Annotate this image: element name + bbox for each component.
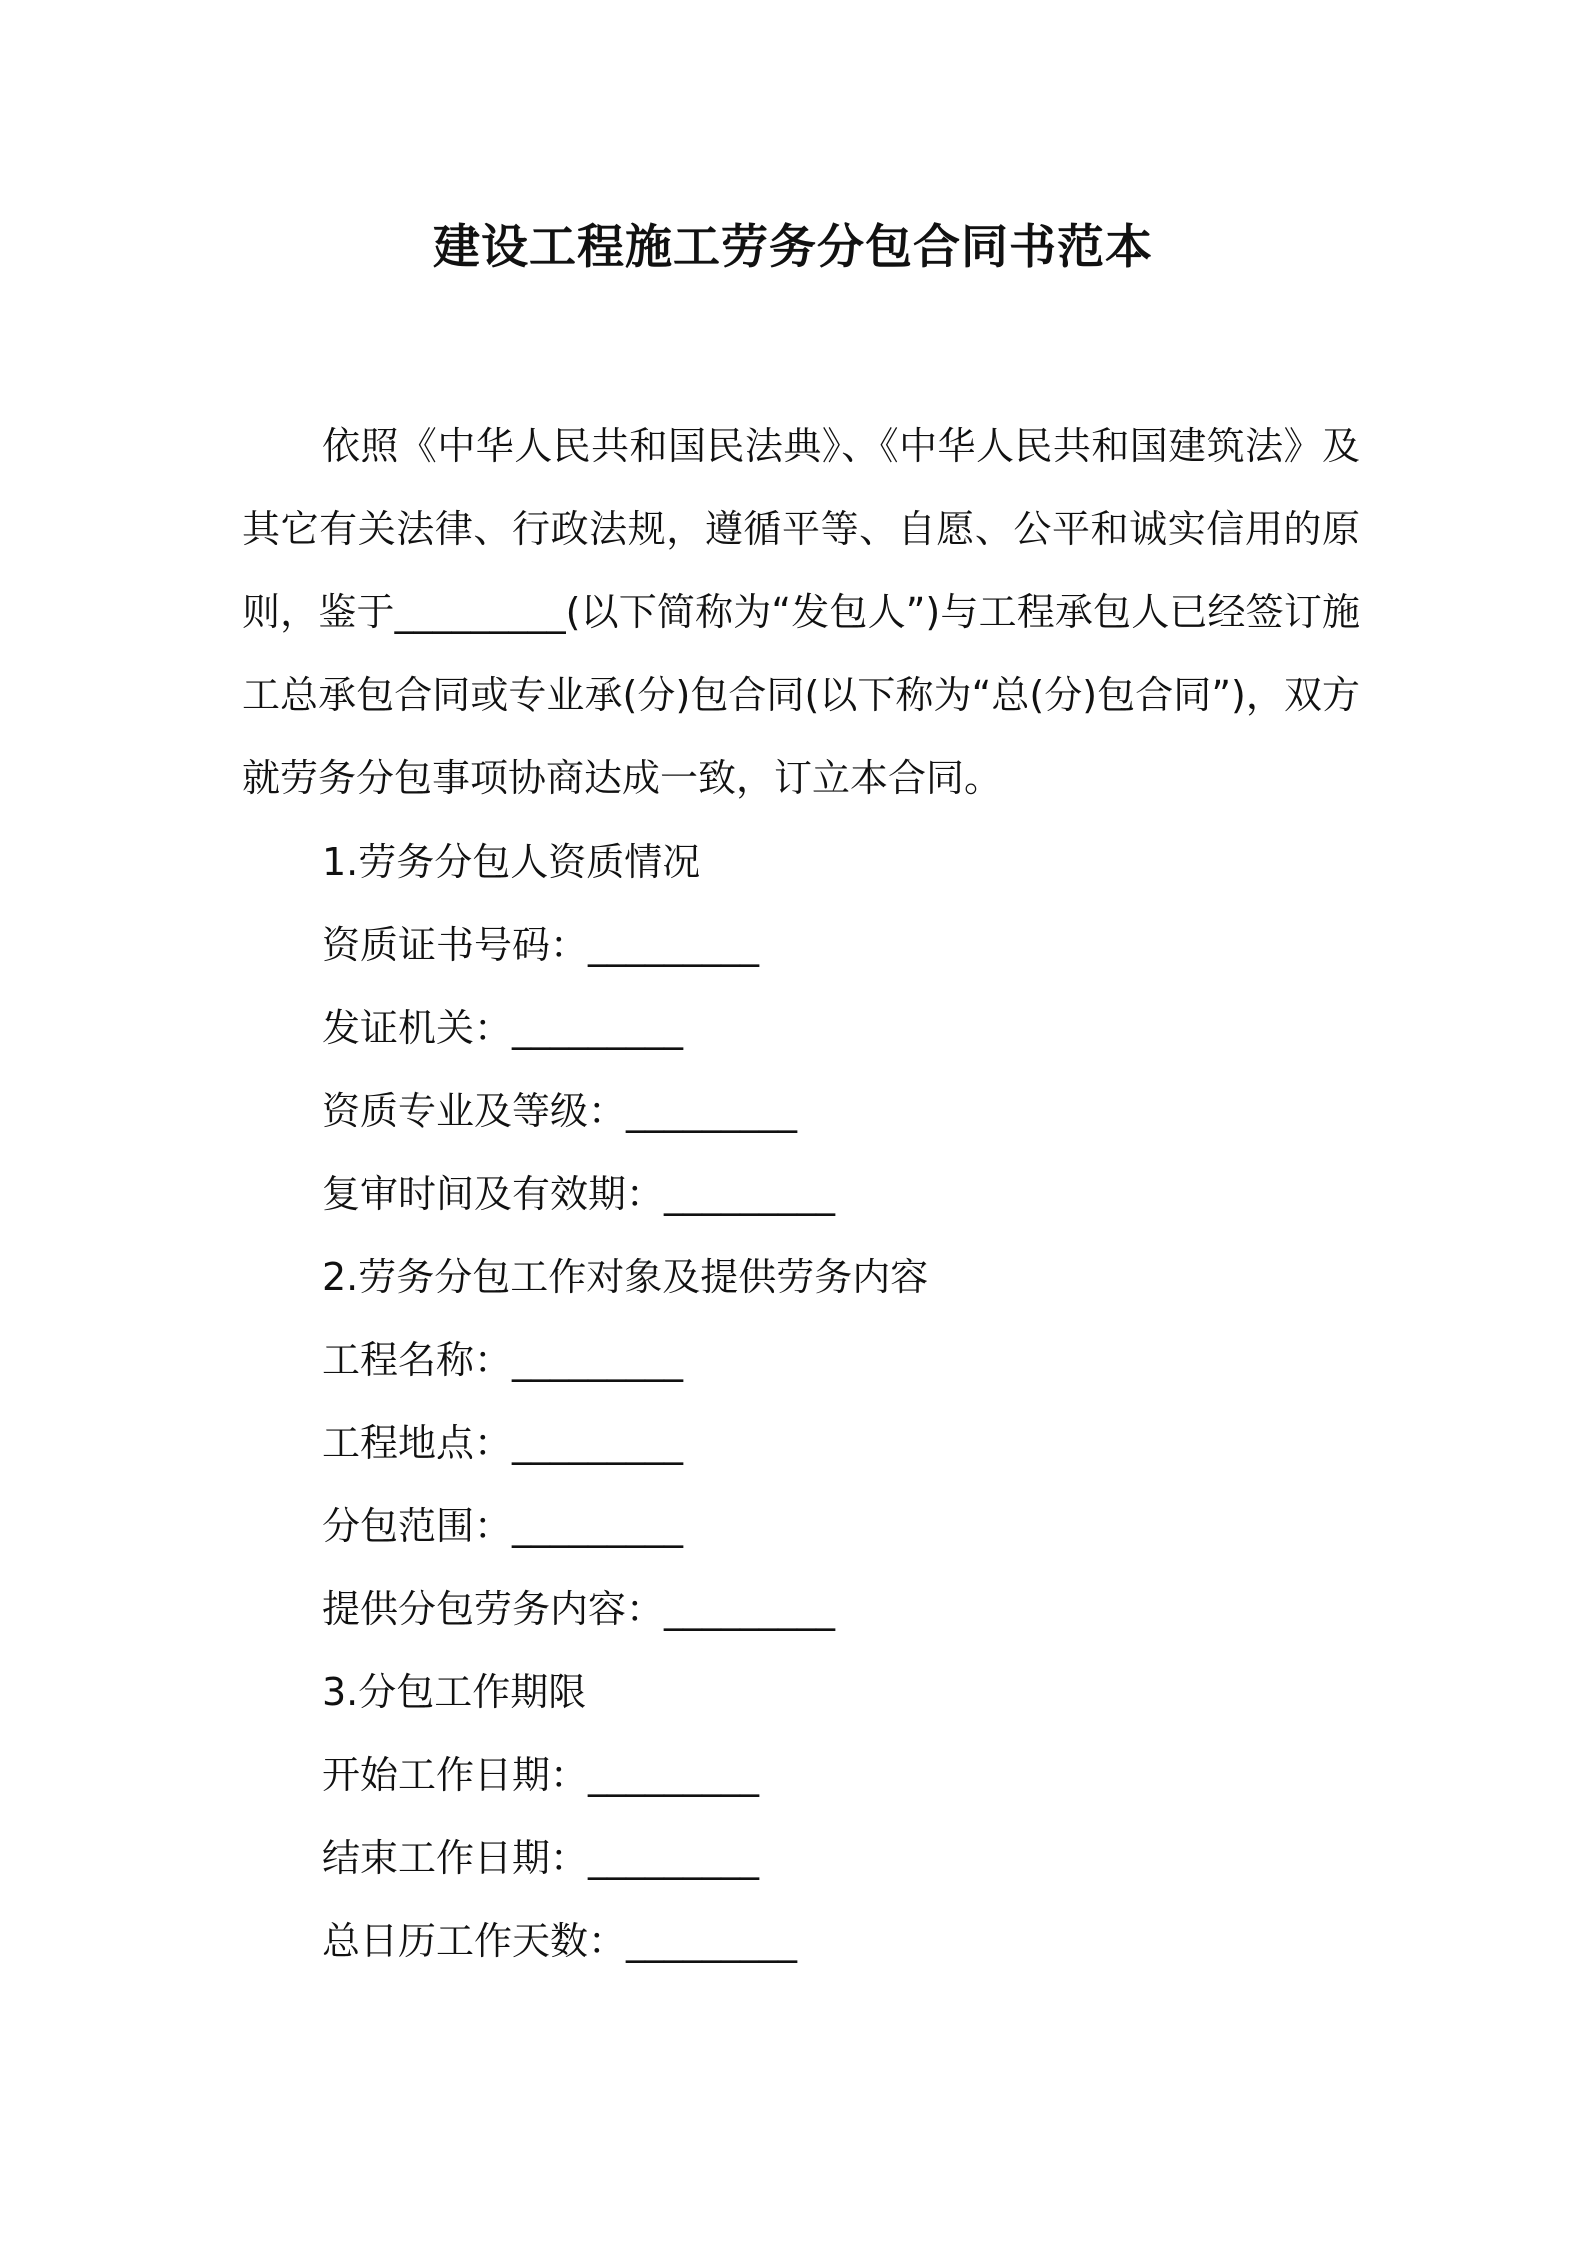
intro-paragraph-block	[242, 405, 1360, 820]
field-review-validity: 复审时间及有效期：_________	[322, 1172, 836, 1216]
section-heading-3: 3.分包工作期限	[322, 1670, 587, 1714]
field-subcontract-scope: 分包范围：_________	[322, 1504, 684, 1548]
field-project-location: 工程地点：_________	[322, 1421, 684, 1465]
field-issuing-authority: 发证机关：_________	[322, 1006, 684, 1050]
intro-paragraph: 依照《中华人民共和国民法典》、《中华人民共和国建筑法》及其它有关法律、行政法规，遵循平等、自愿、公平和诚实信用的原则，鉴于_________(以下简称为“发包人”)与工程承包人已经签订施工总承包合同或专业承(分)包合同(以下称为“总(分)包合同”)，双方就劳务分包事项协商达成一致，订立本合同。	[242, 424, 1360, 800]
blank-line: _________	[626, 1089, 798, 1133]
blank-line: _________	[512, 1338, 684, 1382]
blank-line: _________	[664, 1587, 836, 1631]
field-labor-content: 提供分包劳务内容：_________	[322, 1587, 836, 1631]
blank-line: _________	[512, 1006, 684, 1050]
blank-line: _________	[664, 1172, 836, 1216]
field-total-days: 总日历工作天数：_________	[322, 1919, 798, 1963]
blank-line: _________	[588, 1753, 760, 1797]
field-qualification-grade: 资质专业及等级：_________	[322, 1089, 798, 1133]
field-qualification-cert-no: 资质证书号码：_________	[322, 923, 760, 967]
blank-line: _________	[626, 1919, 798, 1963]
document-title: 建设工程施工劳务分包合同书范本	[433, 220, 1153, 275]
section-heading-1: 1.劳务分包人资质情况	[322, 840, 701, 884]
blank-line: _________	[588, 1836, 760, 1880]
contract-sections	[322, 821, 1322, 1983]
blank-line: _________	[512, 1421, 684, 1465]
field-project-name: 工程名称：_________	[322, 1338, 684, 1382]
blank-line: _________	[512, 1504, 684, 1548]
blank-line: _________	[588, 923, 760, 967]
field-end-date: 结束工作日期：_________	[322, 1836, 760, 1880]
field-start-date: 开始工作日期：_________	[322, 1753, 760, 1797]
section-heading-2: 2.劳务分包工作对象及提供劳务内容	[322, 1255, 929, 1299]
